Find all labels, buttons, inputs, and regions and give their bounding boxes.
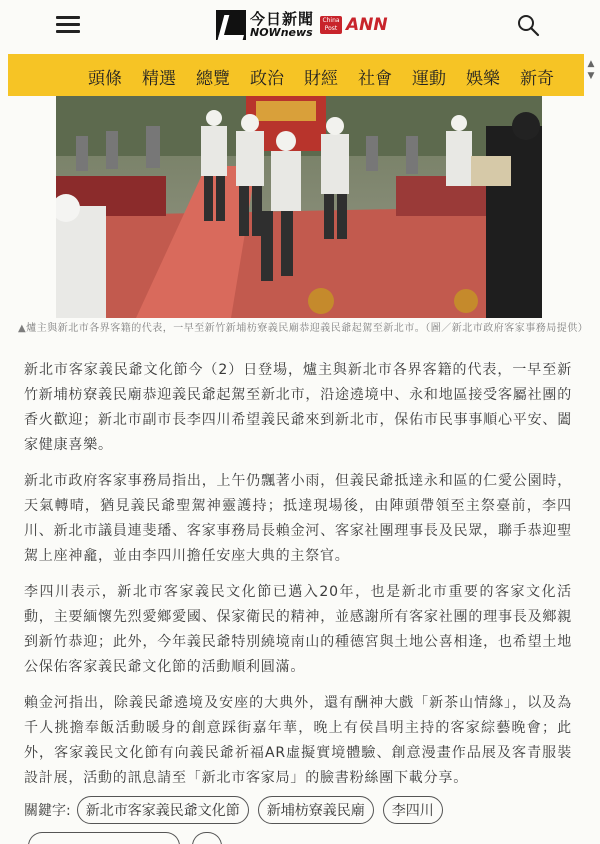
logo-mark-icon xyxy=(216,10,246,40)
nav-item[interactable]: 新奇 xyxy=(520,69,554,89)
ann-logo: ANN xyxy=(346,15,388,35)
hamburger-menu-icon[interactable] xyxy=(56,16,80,36)
more-keyword-tags xyxy=(28,832,234,844)
china-post-badge: China Post xyxy=(320,16,342,34)
scroll-down-icon[interactable]: ▼ xyxy=(587,71,595,81)
keyword-tag[interactable]: 新埔枋寮義民廟 xyxy=(258,796,374,824)
site-logo[interactable] xyxy=(216,8,388,42)
article-photo xyxy=(56,96,542,318)
photo-caption: ▲爐主與新北市各界客籍的代表，一早至新竹新埔枋寮義民廟恭迎義民爺起駕至新北市。（圖／新北市政府客家事務局提供） xyxy=(18,323,589,334)
top-header xyxy=(0,0,600,52)
search-icon[interactable] xyxy=(516,13,540,37)
nav-item[interactable]: 財經 xyxy=(304,69,338,89)
keyword-tag-partial[interactable] xyxy=(28,832,180,844)
nav-item[interactable]: 總覽 xyxy=(196,69,230,89)
article-paragraph: 李四川表示，新北市客家義民文化節已邁入20年，也是新北市重要的客家文化活動，主要緬懷先烈愛鄉愛國、保家衛民的精神，並感謝所有客家社團的理事長及鄉親到新竹恭迎；此外，今年義民爺特別繞境南山的種德宮與土地公喜相逢，也希望土地公保佑客家義民爺文化節的活動順利圓滿。 xyxy=(24,584,572,675)
article-body xyxy=(24,358,572,802)
article-paragraph: 賴金河指出，除義民爺遶境及安座的大典外，還有酬神大戲「新茶山情緣」，以及為千人挑擔奉飯活動暖身的創意踩街嘉年華，晚上有侯昌明主持的客家綜藝晚會；此外，客家義民文化節有向義民爺祈福AR虛擬實境體驗、創意漫畫作品展及客青服裝設計展，活動的訊息請至「新北市客家局」的臉書粉絲團下載分享。 xyxy=(24,695,572,786)
nav-scrollbar[interactable] xyxy=(586,58,596,92)
category-nav xyxy=(8,54,584,96)
article-paragraph: 新北市政府客家事務局指出，上午仍飄著小雨，但義民爺抵達永和區的仁愛公園時，天氣轉晴，猶見義民爺聖駕神靈護持；抵達現場後，由陣頭帶領至主祭臺前，李四川、新北市議員連斐璠、客家事務局長賴金河、客家社團理事長及民眾，聯手恭迎聖駕上座神龕，並由李四川擔任安座大典的主祭官。 xyxy=(24,473,572,564)
article-paragraph: 新北市客家義民爺文化節今（2）日登場，爐主與新北市各界客籍的代表，一早至新竹新埔枋寮義民廟恭迎義民爺起駕至新北市，沿途遶境中、永和地區接受客屬社團的香火歡迎；新北市副市長李四川希望義民爺來到新北市，保佑市民事事順心平安、闔家健康喜樂。 xyxy=(24,362,572,453)
scroll-up-icon[interactable]: ▲ xyxy=(587,59,595,69)
keyword-tag[interactable]: 李四川 xyxy=(383,796,443,824)
logo-cn-text: 今日新聞 xyxy=(250,10,315,28)
keywords-label: 關鍵字: xyxy=(24,803,71,819)
nav-item[interactable]: 運動 xyxy=(412,69,446,89)
keyword-tag-partial[interactable] xyxy=(192,832,222,844)
logo-en-text: NOWnews xyxy=(250,26,313,39)
keyword-tag[interactable]: 新北市客家義民爺文化節 xyxy=(77,796,249,824)
nav-item[interactable]: 精選 xyxy=(142,69,176,89)
nav-item[interactable]: 社會 xyxy=(358,69,392,89)
festival-procession-photo xyxy=(56,96,542,318)
nav-item[interactable]: 娛樂 xyxy=(466,69,500,89)
nav-list xyxy=(88,64,574,89)
keywords-section xyxy=(24,796,452,824)
nav-item[interactable]: 頭條 xyxy=(88,69,122,89)
nav-item[interactable]: 政治 xyxy=(250,69,284,89)
